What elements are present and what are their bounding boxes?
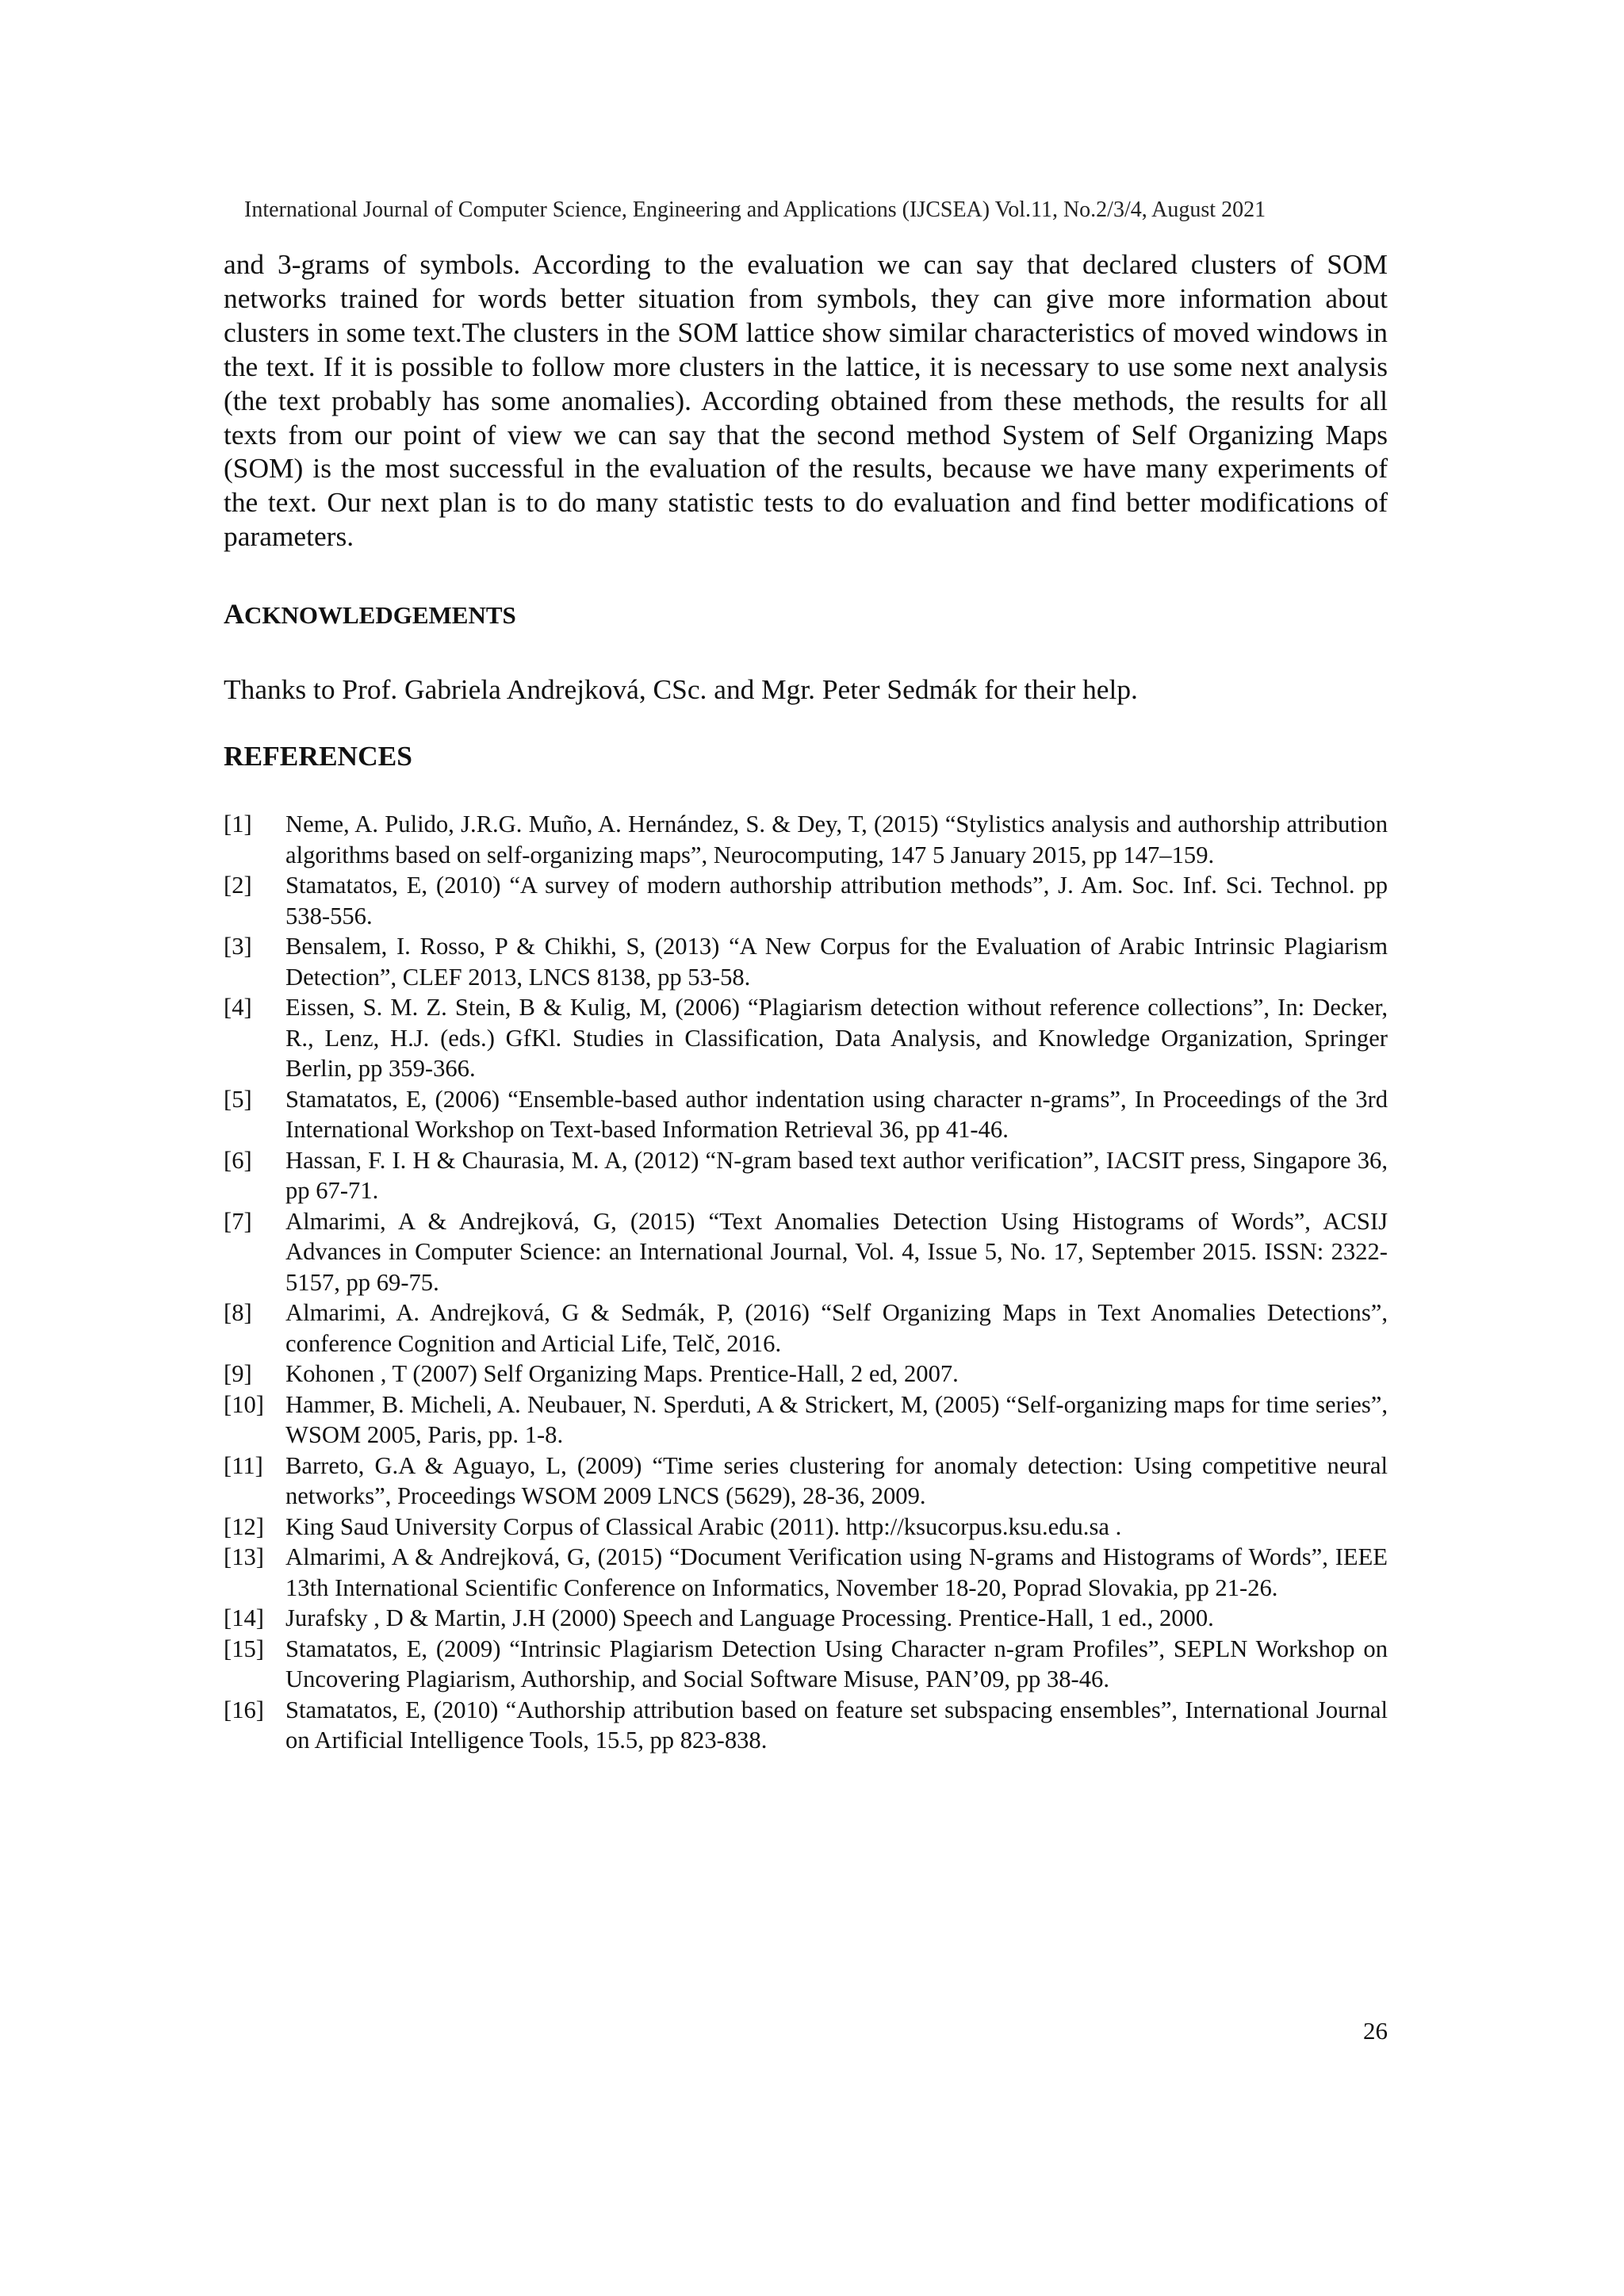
reference-item <box>224 1145 1388 1206</box>
reference-text: Stamatatos, E, (2010) “A survey of modern authorship attribution methods”, J. Am. Soc. Inf. Sci. Technol. pp 538-556. <box>285 872 1388 930</box>
reference-label: [14] <box>224 1604 264 1631</box>
reference-label: [13] <box>224 1543 264 1570</box>
acknowledgements-heading <box>224 596 516 633</box>
reference-label: [7] <box>224 1207 252 1235</box>
reference-item <box>224 1542 1388 1603</box>
reference-label: [1] <box>224 811 252 838</box>
reference-item <box>224 1512 1388 1543</box>
reference-text: Almarimi, A. Andrejková, G & Sedmák, P, (2016) “Self Organizing Maps in Text Anomalies Detections”, conference Cognition and Articial Life, Telč, 2016. <box>285 1299 1388 1357</box>
reference-text: King Saud University Corpus of Classical Arabic (2011). http://ksucorpus.ksu.edu.sa . <box>285 1512 1122 1540</box>
reference-text: Hassan, F. I. H & Chaurasia, M. A, (2012) “N-gram based text author verification”, IACSIT press, Singapore 36, pp 67-71. <box>285 1146 1388 1204</box>
reference-label: [3] <box>224 933 252 960</box>
reference-text: Barreto, G.A & Aguayo, L, (2009) “Time series clustering for anomaly detection: Using competitive neural networks”, Proceedings WSOM 2009 LNCS (5629), 28-36, 2009. <box>285 1451 1388 1509</box>
reference-text: Stamatatos, E, (2009) “Intrinsic Plagiarism Detection Using Character n-gram Profiles”, SEPLN Workshop on Uncovering Plagiarism, Authorship, and Social Software Misuse, PAN’09, pp 38-46. <box>285 1635 1388 1692</box>
running-header: International Journal of Computer Science, Engineering and Applications (IJCSEA) Vol.11, No.2/3/4, August 2021 <box>244 197 1266 222</box>
reference-label: [15] <box>224 1635 264 1662</box>
body-paragraph: and 3-grams of symbols. According to the evaluation we can say that declared clusters of SOM networks trained for words better situation from symbols, they can give more information about clusters in some text.The clusters in the SOM lattice show similar characteristics of moved windows in the text. If it is possible to follow more clusters in the lattice, it is necessary to use some next analysis (the text probably has some anomalies). According obtained from these methods, the results for all texts from our point of view we can say that the second method System of Self Organizing Maps (SOM) is the most successful in the evaluation of the results, because we have many experiments of the text. Our next plan is to do many statistic tests to do evaluation and find better modifications of parameters. <box>224 248 1388 553</box>
reference-text: Kohonen , T (2007) Self Organizing Maps. Prentice-Hall, 2 ed, 2007. <box>285 1360 959 1387</box>
reference-list <box>224 809 1388 1756</box>
acknowledgements-heading-initial: A <box>224 598 244 630</box>
page-number: 26 <box>1363 2017 1388 2045</box>
reference-label: [5] <box>224 1085 252 1113</box>
reference-label: [9] <box>224 1360 252 1387</box>
reference-text: Eissen, S. M. Z. Stein, B & Kulig, M, (2006) “Plagiarism detection without reference collections”, In: Decker, R., Lenz, H.J. (eds.) GfKl. Studies in Classification, Data Analysis, and Knowledge Organization, Springer Berlin, pp 359-366. <box>285 994 1388 1082</box>
reference-item <box>224 1603 1388 1634</box>
reference-item <box>224 1451 1388 1512</box>
reference-label: [6] <box>224 1146 252 1174</box>
reference-item <box>224 992 1388 1084</box>
reference-label: [16] <box>224 1696 264 1723</box>
reference-text: Almarimi, A & Andrejková, G, (2015) “Document Verification using N-grams and Histograms of Words”, IEEE 13th International Scientific Conference on Informatics, November 18-20, Poprad Slovakia, pp 21-26. <box>285 1543 1388 1601</box>
reference-item <box>224 870 1388 931</box>
reference-text: Bensalem, I. Rosso, P & Chikhi, S, (2013) “A New Corpus for the Evaluation of Arabic Intrinsic Plagiarism Detection”, CLEF 2013, LNCS 8138, pp 53-58. <box>285 933 1388 991</box>
reference-item <box>224 1695 1388 1756</box>
reference-item <box>224 931 1388 992</box>
reference-text: Stamatatos, E, (2010) “Authorship attribution based on feature set subspacing ensembles”, International Journal on Artificial Intelligence Tools, 15.5, pp 823-838. <box>285 1696 1388 1754</box>
reference-text: Jurafsky , D & Martin, J.H (2000) Speech and Language Processing. Prentice-Hall, 1 ed., 2000. <box>285 1604 1214 1631</box>
reference-label: [4] <box>224 994 252 1021</box>
reference-item <box>224 1389 1388 1451</box>
reference-item <box>224 1634 1388 1695</box>
reference-label: [10] <box>224 1390 264 1418</box>
acknowledgements-heading-rest: CKNOWLEDGEMENTS <box>244 601 516 629</box>
reference-item <box>224 1297 1388 1359</box>
reference-item <box>224 1359 1388 1389</box>
reference-text: Stamatatos, E, (2006) “Ensemble-based author indentation using character n-grams”, In Proceedings of the 3rd International Workshop on Text-based Information Retrieval 36, pp 41-46. <box>285 1085 1388 1143</box>
reference-text: Hammer, B. Micheli, A. Neubauer, N. Sperduti, A & Strickert, M, (2005) “Self-organizing maps for time series”, WSOM 2005, Paris, pp. 1-8. <box>285 1390 1388 1448</box>
reference-item <box>224 809 1388 870</box>
reference-item <box>224 1084 1388 1145</box>
reference-label: [11] <box>224 1451 263 1479</box>
reference-label: [2] <box>224 872 252 899</box>
reference-text: Almarimi, A & Andrejková, G, (2015) “Text Anomalies Detection Using Histograms of Words”, ACSIJ Advances in Computer Science: an International Journal, Vol. 4, Issue 5, No. 17, September 2015. ISSN: 2322-5157, pp 69-75. <box>285 1207 1388 1296</box>
references-heading: REFERENCES <box>224 740 412 772</box>
reference-label: [12] <box>224 1512 264 1540</box>
acknowledgements-text: Thanks to Prof. Gabriela Andrejková, CSc. and Mgr. Peter Sedmák for their help. <box>224 673 1138 705</box>
reference-item <box>224 1206 1388 1298</box>
reference-label: [8] <box>224 1299 252 1326</box>
reference-text: Neme, A. Pulido, J.R.G. Muño, A. Hernández, S. & Dey, T, (2015) “Stylistics analysis and authorship attribution algorithms based on self-organizing maps”, Neurocomputing, 147 5 January 2015, pp 147–159. <box>285 811 1388 868</box>
